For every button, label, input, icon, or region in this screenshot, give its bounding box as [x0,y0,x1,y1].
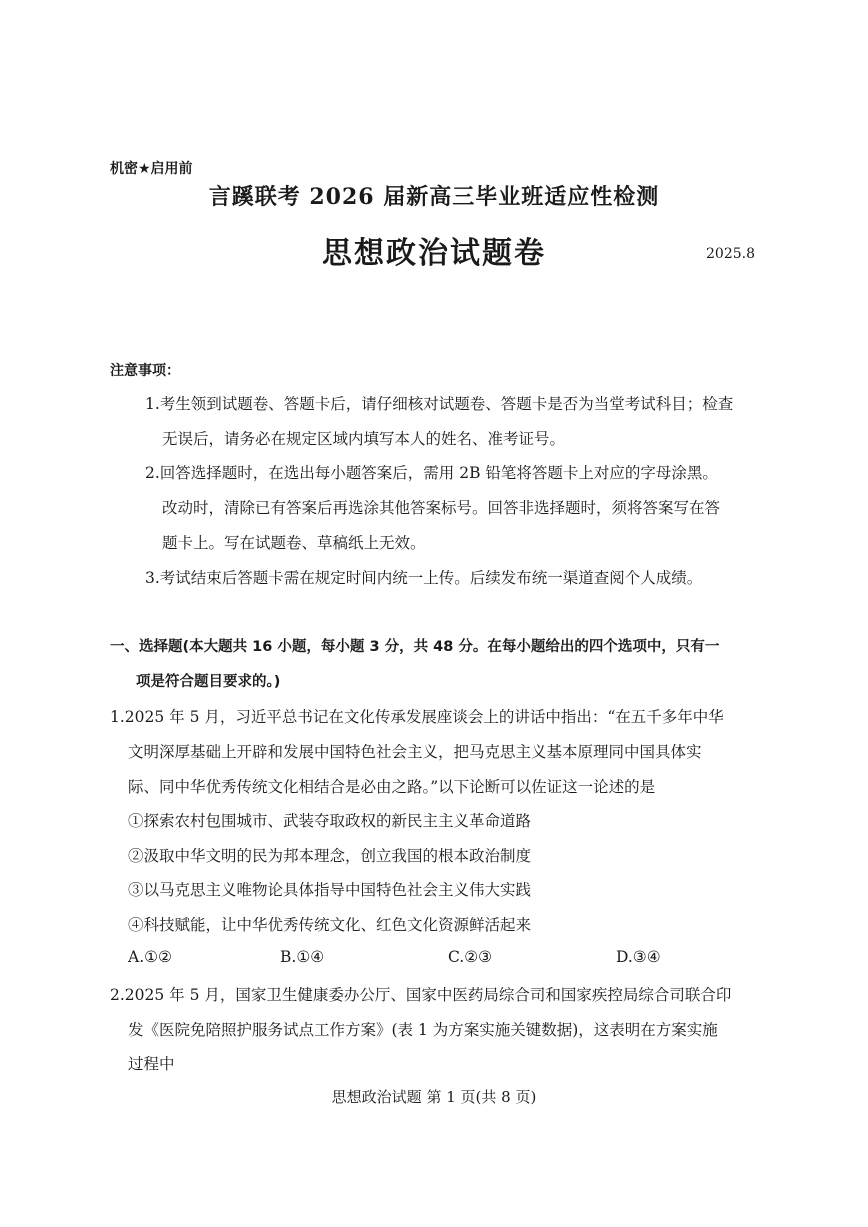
question-1-item: ①探索农村包围城市、武装夺取政权的新民主主义革命道路 [128,812,532,830]
notice-line: 改动时，清除已有答案后再选涂其他答案标号。回答非选择题时，须将答案写在答 [162,499,721,517]
question-1-item: ③以马克思主义唯物论具体指导中国特色社会主义伟大实践 [128,881,532,899]
question-2-line: 过程中 [128,1055,175,1073]
option-b: B.①④ [280,948,325,966]
notice-line: 无误后，请务必在规定区域内填写本人的姓名、准考证号。 [162,430,566,448]
notice-line: 2.回答选择题时，在选出每小题答案后，需用 2B 铅笔将答题卡上对应的字母涂黑。 [145,464,718,482]
question-2-line: 2.2025 年 5 月，国家卫生健康委办公厅、国家中医药局综合司和国家疾控局综合司联合印 [110,986,732,1004]
notice-line: 题卡上。写在试题卷、草稿纸上无效。 [162,534,426,552]
question-1-item: ②汲取中华文明的民为邦本理念，创立我国的根本政治制度 [128,847,532,865]
confidential-mark: 机密★启用前 [110,161,193,177]
exam-title: 言蹊联考 2026 届新高三毕业班适应性检测 [208,184,660,210]
question-2-line: 发《医院免陪照护服务试点工作方案》(表 1 为方案实施关键数据)，这表明在方案实施 [128,1021,718,1039]
section-heading-cont: 项是符合题目要求的。) [136,674,281,690]
notice-line: 1.考生领到试题卷、答题卡后，请仔细核对试题卷、答题卡是否为当堂考试科目；检查 [145,395,734,413]
notice-heading: 注意事项： [110,363,180,379]
section-heading: 一、选择题(本大题共 16 小题，每小题 3 分，共 48 分。在每小题给出的四个选项中，只有一 [110,639,720,655]
question-1-line: 文明深厚基础上开辟和发展中国特色社会主义，把马克思主义基本原理同中国具体实 [128,743,702,761]
option-d: D.③④ [616,948,661,966]
page-footer: 思想政治试题 第 1 页(共 8 页) [331,1088,537,1106]
question-1-line: 1.2025 年 5 月，习近平总书记在文化传承发展座谈会上的讲话中指出：“在五千多年中华 [110,708,724,726]
exam-date: 2025.8 [706,246,755,262]
question-1-item: ④科技赋能，让中华优秀传统文化、红色文化资源鲜活起来 [128,916,532,934]
question-1-line: 际、同中华优秀传统文化相结合是必由之路。”以下论断可以佐证这一论述的是 [128,778,656,796]
option-c: C.②③ [448,948,493,966]
notice-line: 3.考试结束后答题卡需在规定时间内统一上传。后续发布统一渠道查阅个人成绩。 [145,569,703,587]
subject-title: 思想政治试题卷 [322,236,546,271]
option-a: A.①② [128,948,172,966]
